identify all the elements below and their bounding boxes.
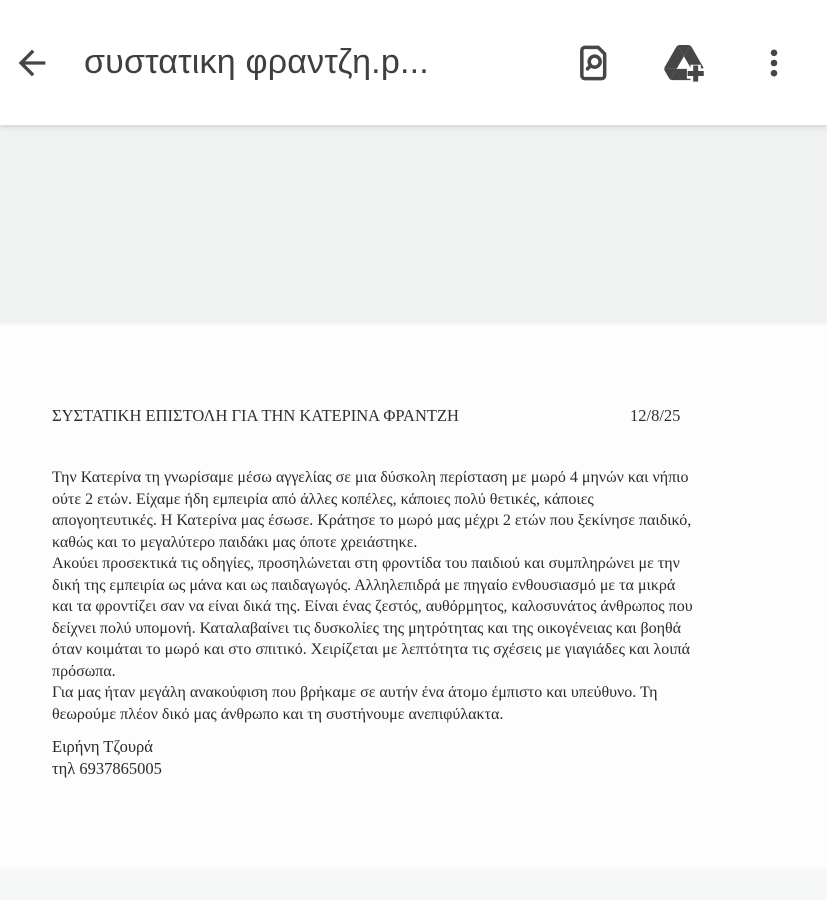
body-line: δείχνει πολύ υπομονή. Καταλαβαίνει τις δυσκολίες της μητρότητας και της οικογένειας και βοηθά — [52, 619, 682, 637]
more-options-button[interactable] — [743, 32, 805, 94]
add-to-drive-button[interactable] — [653, 32, 715, 94]
find-in-document-button[interactable] — [563, 32, 625, 94]
body-line: Ακούει προσεκτικά τις οδηγίες, προσηλώνεται στη φροντίδα του παιδιού και συμπληρώνει με την — [52, 555, 680, 572]
body-line: πρόσωπα. — [52, 662, 116, 680]
viewer-background-bottom[interactable] — [0, 872, 827, 900]
three-dot-menu-icon — [756, 45, 792, 81]
body-line: όταν κοιμάται το μωρό και στο σπιτικό. Χειρίζεται με λεπτότητα τις σχέσεις με γιαγιάδες και λοιπά — [52, 641, 691, 658]
signature-name: Ειρήνη Τζουρά — [52, 737, 153, 756]
body-line: θεωρούμε πλέον δικό μας άνθρωπο και τη συστήνουμε ανεπιφύλακτα. — [52, 705, 504, 723]
app-bar-actions — [563, 32, 805, 94]
signature-phone: τηλ 6937865005 — [52, 759, 162, 778]
find-in-document-icon — [574, 43, 614, 83]
add-to-drive-icon — [661, 40, 707, 86]
letter-date: 12/8/25 — [630, 406, 681, 425]
viewer-background-top[interactable] — [0, 125, 827, 322]
letter-content — [0, 322, 827, 872]
app-bar — [0, 0, 827, 125]
letter-heading: ΣΥΣΤΑΤΙΚΗ ΕΠΙΣΤΟΛΗ ΓΙΑ ΤΗΝ ΚΑΤΕΡΙΝΑ ΦΡΑΝΤΖΗ — [52, 406, 459, 425]
body-line: και τα φροντίζει σαν να είναι δικά της. Είναι ένας ζεστός, αυθόρμητος, καλοσυνάτος άνθρωπος που — [52, 598, 693, 615]
body-line: ούτε 2 ετών. Είχαμε ήδη εμπειρία από άλλες κοπέλες, κάποιες πολύ θετικές, κάποιες — [52, 490, 594, 508]
signature-block — [52, 736, 162, 780]
body-line: δική της εμπειρία ως μάνα και ως παιδαγωγός. Αλληλεπιδρά με πηγαίο ενθουσιασμό με τα μικρά — [52, 576, 676, 594]
body-line: απογοητευτικές. Η Κατερίνα μας έσωσε. Κράτησε το μωρό μας μέχρι 2 ετών που ξεκίνησε παιδικό, — [52, 512, 692, 529]
body-line: Για μας ήταν μεγάλη ανακούφιση που βρήκαμε σε αυτήν ένα άτομο έμπιστο και υπεύθυνο. Τη — [52, 684, 658, 701]
body-line: Την Κατερίνα τη γνωρίσαμε μέσω αγγελίας σε μια δύσκολη περίσταση με μωρό 4 μηνών και νήπιο — [52, 469, 689, 486]
file-title: συστατικη φραντζη.p... — [84, 43, 429, 81]
pdf-page[interactable] — [0, 322, 827, 872]
letter-body — [52, 467, 797, 725]
body-line: καθώς και το μεγαλύτερο παιδάκι μας όποτε χρειάστηκε. — [52, 533, 418, 551]
back-arrow-icon — [12, 43, 52, 83]
back-button[interactable] — [0, 31, 64, 95]
